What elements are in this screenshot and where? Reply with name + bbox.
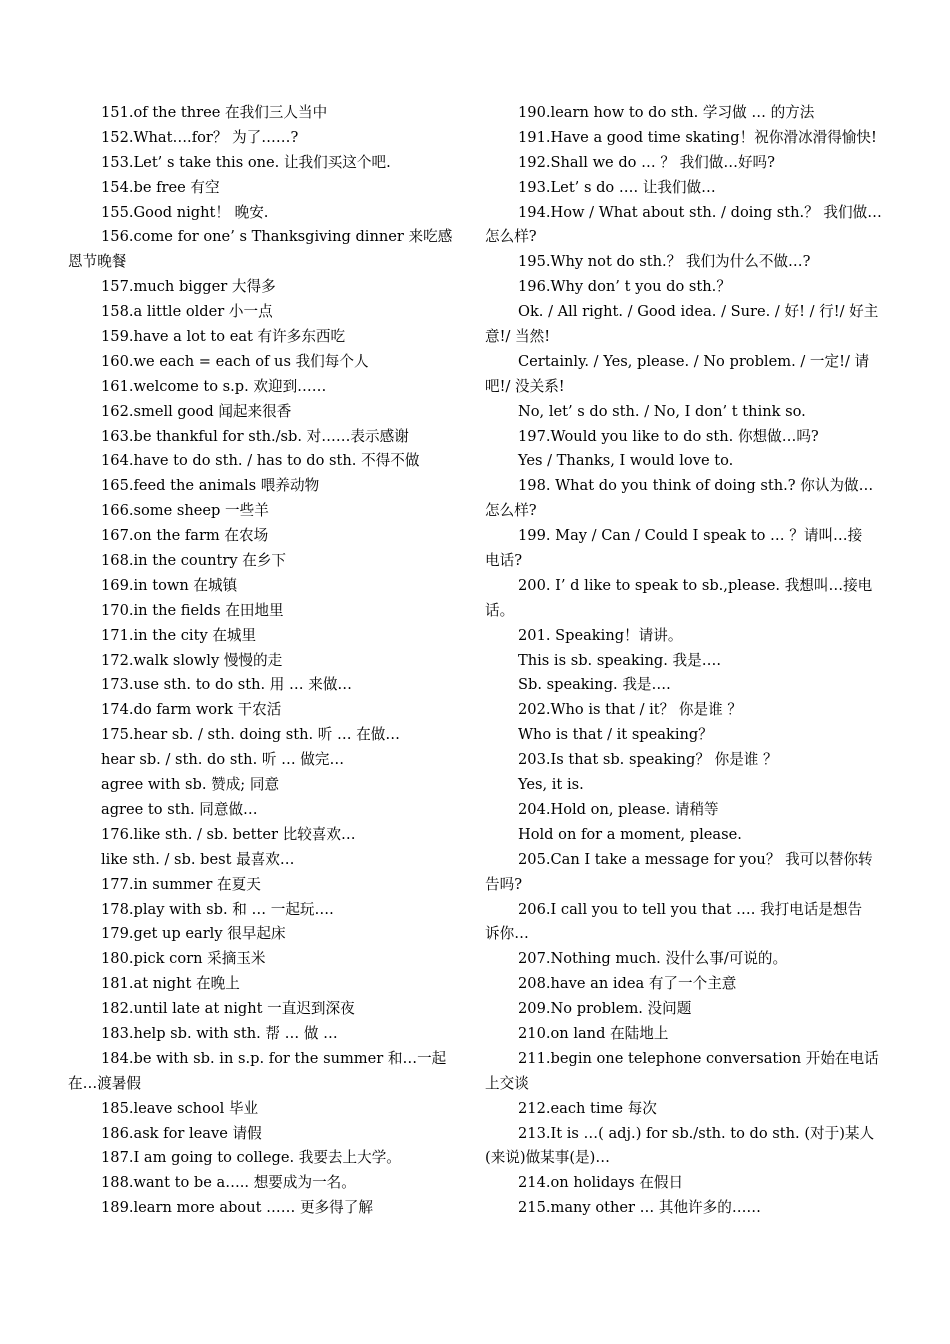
phrase-line: 174.do farm work 干农活 [101,701,282,719]
phrase-line: (来说)做某事(是)… [485,1149,610,1167]
phrase-line: 171.in the city 在城里 [101,626,257,644]
phrase-line: Hold on for a moment, please. [518,825,742,843]
phrase-line: 179.get up early 很早起床 [101,925,286,943]
phrase-line: 202.Who is that / it？ 你是谁 ？ [518,701,742,719]
phrase-line: 162.smell good 闻起来很香 [101,402,292,420]
phrase-line: Ok. / All right. / Good idea. / Sure. / 好! / 行!/ 好主 [518,303,879,321]
phrase-line: 电话? [485,552,523,570]
phrase-line: 180.pick corn 采摘玉米 [101,950,266,968]
phrase-line: 185.leave school 毕业 [101,1099,259,1117]
phrase-line: 181.at night 在晚上 [101,975,240,993]
phrase-line: 200. I’ d like to speak to sb.,please. 我想叫…接电 [518,576,873,594]
phrase-line: Certainly. / Yes, please. / No problem. / 一定!/ 请 [518,352,870,370]
right-column [485,101,880,1221]
phrase-line: 167.on the farm 在农场 [101,527,269,545]
phrase-line: 213.It is …( adj.) for sb./sth. to do sth. (对于)某人 [518,1124,875,1142]
phrase-line: 151.of the three 在我们三人当中 [101,104,328,121]
phrase-line: 154.be free 有空 [101,178,220,196]
phrase-line: 155.Good night！ 晚安. [101,203,269,221]
phrase-line: 告吗? [485,875,523,893]
phrase-line: 178.play with sb. 和 … 一起玩…. [101,900,334,918]
phrase-line: Who is that / it speaking？ [518,726,713,744]
phrase-line: 212.each time 每次 [518,1099,657,1117]
phrase-line: 170.in the fields 在田地里 [101,601,284,619]
phrase-line: 152.What….for？ 为了……? [101,128,299,146]
phrase-line: 187.I am going to college. 我要去上大学。 [101,1149,401,1167]
phrase-line: Yes, it is. [518,776,584,794]
phrase-line: 201. Speaking！请讲。 [518,626,683,644]
phrase-line: 166.some sheep 一些羊 [101,502,269,520]
phrase-line: This is sb. speaking. 我是…. [518,651,721,669]
phrase-line: 175.hear sb. / sth. doing sth. 听 … 在做… [101,726,400,744]
phrase-line: 153.Let’ s take this one. 让我们买这个吧. [101,153,391,171]
phrase-line: 208.have an idea 有了一个主意 [518,975,737,993]
phrase-line: 203.Is that sb. speaking？ 你是谁 ？ [518,751,778,769]
phrase-line: 182.until late at night 一直迟到深夜 [101,1000,355,1018]
phrase-line: 211.begin one telephone conversation 开始在电话 [518,1049,879,1067]
phrase-line: 215.many other … 其他许多的…… [518,1199,762,1217]
phrase-line: 诉你… [485,925,529,943]
phrase-line: 204.Hold on, please. 请稍等 [518,800,719,818]
phrase-line: 怎么样? [485,228,537,246]
phrase-line: 168.in the country 在乡下 [101,552,287,570]
phrase-line: 164.have to do sth. / has to do sth. 不得不做 [101,452,420,470]
phrase-line: 163.be thankful for sth./sb. 对……表示感谢 [101,427,409,445]
phrase-line: 188.want to be a….. 想要成为一名。 [101,1174,356,1192]
phrase-line: 209.No problem. 没问题 [518,1000,692,1018]
phrase-line: 160.we each = each of us 我们每个人 [101,352,369,370]
phrase-line: 183.help sb. with sth. 帮 … 做 … [101,1024,338,1042]
phrase-line: 156.come for one’ s Thanksgiving dinner 来吃感 [101,228,453,246]
phrase-line: 195.Why not do sth.？ 我们为什么不做…? [518,253,811,271]
phrase-line: 161.welcome to s.p. 欢迎到…… [101,377,327,395]
phrase-line: 158.a little older 小一点 [101,303,273,321]
phrase-line: Yes / Thanks, I would love to. [518,452,734,470]
phrase-line: 在…渡暑假 [68,1074,141,1092]
phrase-line: 上交谈 [485,1074,529,1092]
phrase-line: 207.Nothing much. 没什么事/可说的。 [518,950,788,968]
phrase-line: 177.in summer 在夏天 [101,875,261,893]
phrase-line: 210.on land 在陆地上 [518,1024,669,1042]
phrase-line: 169.in town 在城镇 [101,576,238,594]
phrase-line: 165.feed the animals 喂养动物 [101,477,320,495]
phrase-line: 184.be with sb. in s.p. for the summer 和…一起 [101,1049,447,1067]
phrase-line: 恩节晚餐 [68,253,127,271]
phrase-line: 186.ask for leave 请假 [101,1124,262,1142]
phrase-line: 157.much bigger 大得多 [101,278,276,296]
phrase-line: 198. What do you think of doing sth.? 你认为做… [518,477,874,495]
phrase-line: 话。 [485,601,515,619]
phrase-line: 196.Why don’ t you do sth.？ [518,278,731,296]
phrase-line: 意!/ 当然! [485,328,551,346]
phrase-line: 197.Would you like to do sth. 你想做…吗? [518,427,819,445]
phrase-line: No, let’ s do sth. / No, I don’ t think so. [518,402,806,420]
phrase-line: 172.walk slowly 慢慢的走 [101,651,283,669]
phrase-line: like sth. / sb. best 最喜欢… [101,850,295,868]
phrase-line: 192.Shall we do … ？ 我们做…好吗? [518,153,775,171]
phrase-line: 159.have a lot to eat 有许多东西吃 [101,328,346,346]
phrase-line: 吧!/ 没关系! [485,377,565,395]
left-column [68,101,453,1221]
phrase-line: 214.on holidays 在假日 [518,1174,684,1192]
phrase-line: 193.Let’ s do …. 让我们做… [518,178,716,196]
phrase-line: 205.Can I take a message for you？ 我可以替你转 [518,850,873,868]
phrase-line: agree to sth. 同意做… [101,800,258,818]
phrase-line: 199. May / Can / Could I speak to … ？请叫…接 [518,527,863,545]
phrase-line: 176.like sth. / sb. better 比较喜欢… [101,825,356,843]
phrase-line: 191.Have a good time skating！祝你滑冰滑得愉快! [518,128,877,146]
phrase-line: 189.learn more about …… 更多得了解 [101,1199,373,1217]
phrase-line: 190.learn how to do sth. 学习做 … 的方法 [518,104,815,121]
phrase-line: 206.I call you to tell you that …. 我打电话是想告 [518,900,863,918]
phrase-line: 怎么样? [485,502,537,520]
phrase-line: agree with sb. 赞成; 同意 [101,776,280,794]
phrase-line: Sb. speaking. 我是…. [518,676,671,694]
phrase-line: hear sb. / sth. do sth. 听 … 做完… [101,751,345,769]
phrase-line: 173.use sth. to do sth. 用 … 来做… [101,676,353,694]
phrase-line: 194.How / What about sth. / doing sth.？ 我们做… [518,203,882,221]
